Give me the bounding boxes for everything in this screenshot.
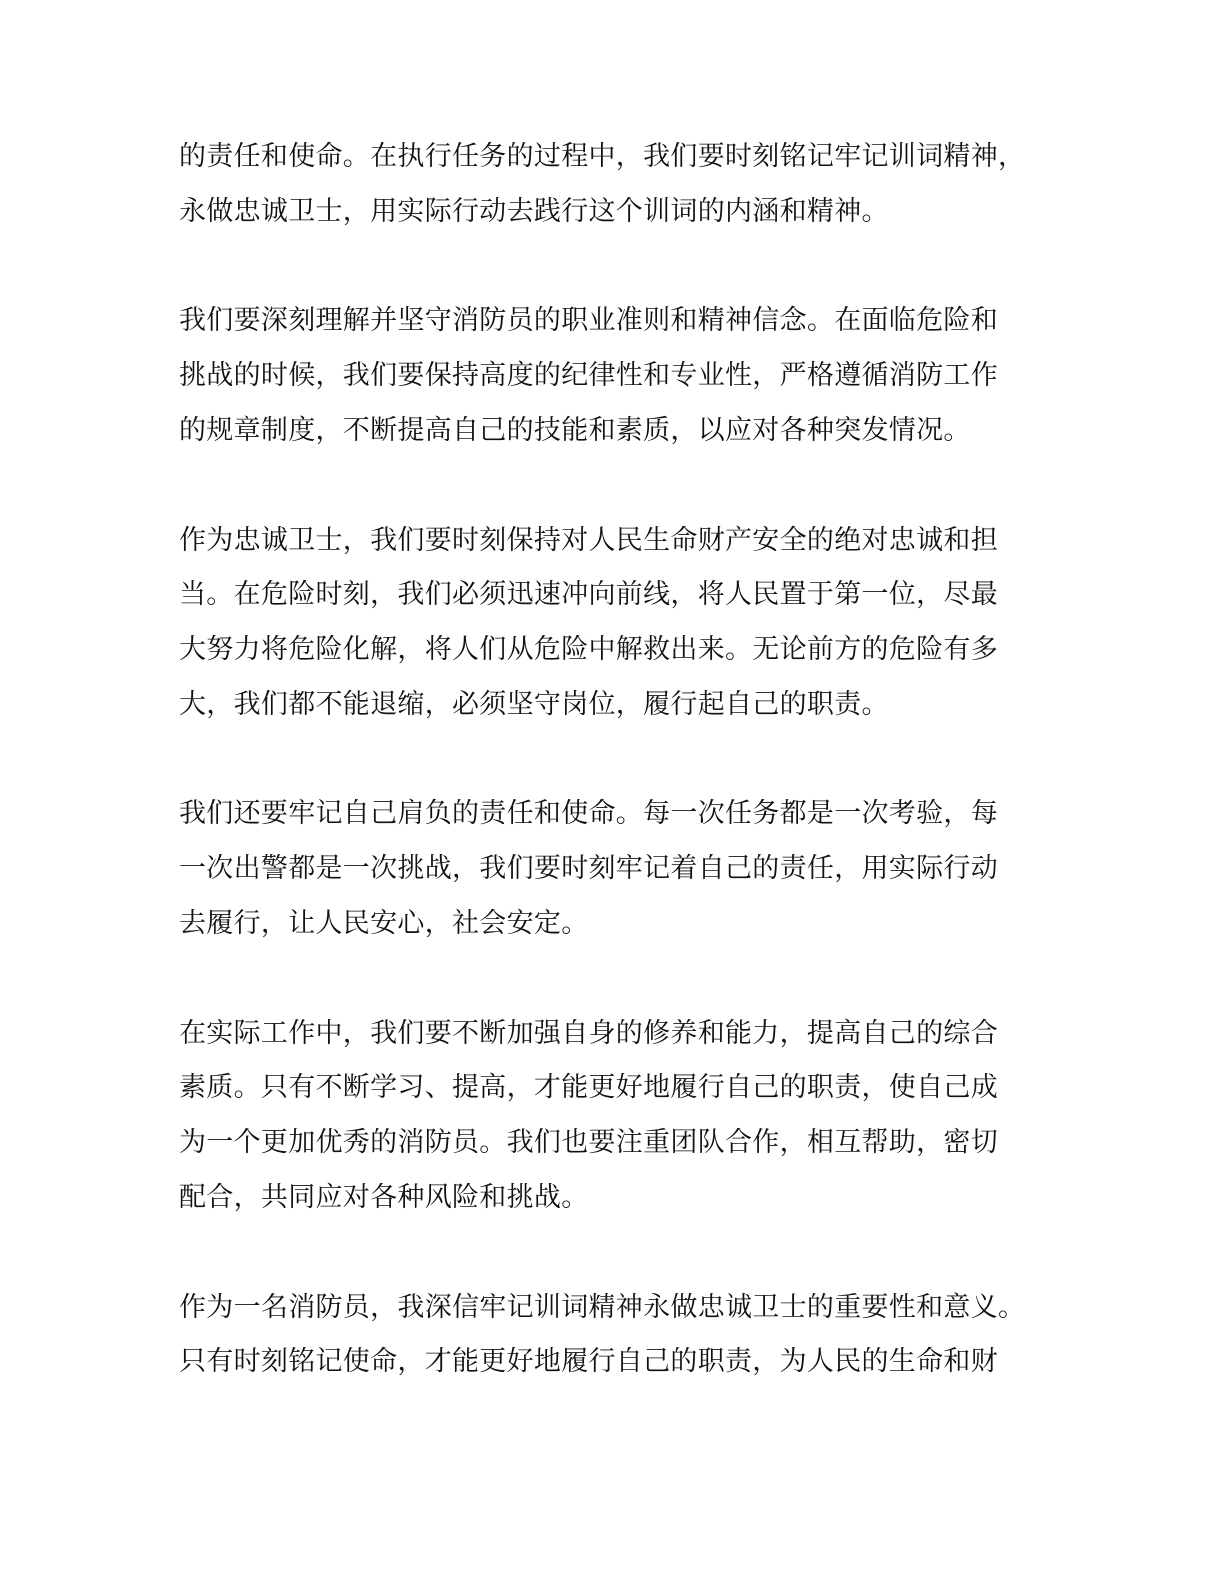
paragraph-2-line-1: 我们要深刻理解并坚守消防员的职业准则和精神信念。在面临危险和: [179, 305, 998, 336]
paragraph-1-line-2: 永做忠诚卫士，用实际行动去践行这个训词的内涵和精神。: [179, 196, 889, 227]
paragraph-6-line-1: 作为一名消防员，我深信牢记训词精神永做忠诚卫士的重要性和意义。: [179, 1292, 1026, 1323]
paragraph-1-line-1: 的责任和使命。在执行任务的过程中，我们要时刻铭记牢记训词精神，: [179, 141, 1026, 172]
paragraph-5-line-2: 素质。只有不断学习、提高，才能更好地履行自己的职责，使自己成: [179, 1072, 998, 1103]
paragraph-5-line-1: 在实际工作中，我们要不断加强自身的修养和能力，提高自己的综合: [179, 1018, 998, 1049]
paragraph-5-line-4: 配合，共同应对各种风险和挑战。: [179, 1182, 589, 1213]
paragraph-4-line-2: 一次出警都是一次挑战，我们要时刻牢记着自己的责任，用实际行动: [179, 853, 998, 884]
paragraph-4-line-1: 我们还要牢记自己肩负的责任和使命。每一次任务都是一次考验，每: [179, 798, 998, 829]
paragraph-6-line-2: 只有时刻铭记使命，才能更好地履行自己的职责，为人民的生命和财: [179, 1346, 998, 1377]
paragraph-3-line-1: 作为忠诚卫士，我们要时刻保持对人民生命财产安全的绝对忠诚和担: [179, 525, 998, 556]
paragraph-3-line-4: 大，我们都不能退缩，必须坚守岗位，履行起自己的职责。: [179, 689, 889, 720]
paragraph-3-line-3: 大努力将危险化解，将人们从危险中解救出来。无论前方的危险有多: [179, 634, 998, 665]
paragraph-3-line-2: 当。在危险时刻，我们必须迅速冲向前线，将人民置于第一位，尽最: [179, 579, 998, 610]
paragraph-2-line-2: 挑战的时候，我们要保持高度的纪律性和专业性，严格遵循消防工作: [179, 360, 998, 391]
paragraph-2-line-3: 的规章制度，不断提高自己的技能和素质，以应对各种突发情况。: [179, 415, 971, 446]
paragraph-5-line-3: 为一个更加优秀的消防员。我们也要注重团队合作，相互帮助，密切: [179, 1127, 998, 1158]
paragraph-4-line-3: 去履行，让人民安心，社会安定。: [179, 908, 589, 939]
